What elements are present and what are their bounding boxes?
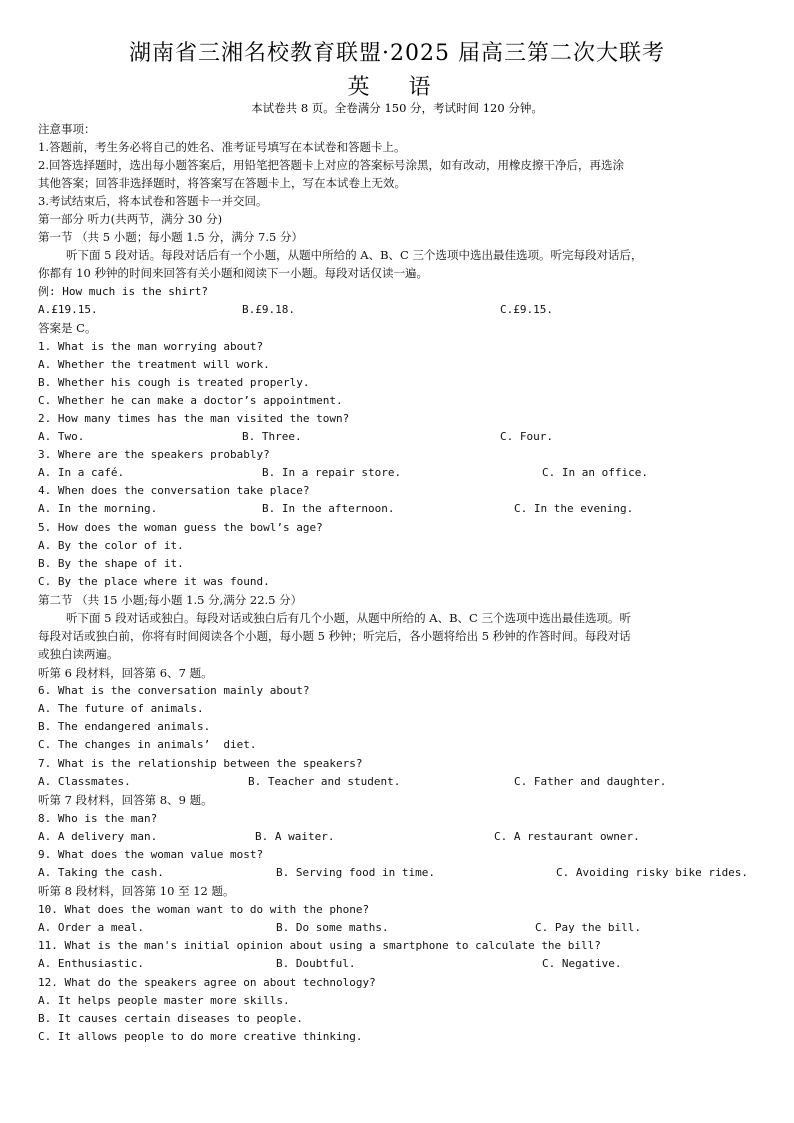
exam-info: 本试卷共 8 页。全卷满分 150 分，考试时间 120 分钟。 xyxy=(251,101,543,115)
q6-option-b: B. The endangered animals. xyxy=(38,720,211,733)
q5-option-a: A. By the color of it. xyxy=(38,539,184,552)
q4-option-a: A. In the morning. xyxy=(38,502,158,515)
q1-option-b: B. Whether his cough is treated properly. xyxy=(38,376,310,389)
note-1: 1.答题前，考生务必将自己的姓名、准考证号填写在本试卷和答题卡上。 xyxy=(38,140,406,154)
note-2b: 其他答案；回答非选择题时，将答案写在答题卡上，写在本试卷上无效。 xyxy=(38,176,406,190)
question-4: 4. When does the conversation take place? xyxy=(38,484,310,497)
note-3: 3.考试结束后，将本试卷和答题卡一并交回。 xyxy=(38,194,268,208)
q7-option-b: B. Teacher and student. xyxy=(248,775,401,788)
q6-option-c: C. The changes in animals’ diet. xyxy=(38,738,257,751)
question-1: 1. What is the man worrying about? xyxy=(38,340,264,353)
q10-option-a: A. Order a meal. xyxy=(38,921,144,934)
q9-option-a: A. Taking the cash. xyxy=(38,866,164,879)
q10-option-b: B. Do some maths. xyxy=(276,921,389,934)
notes-heading: 注意事项： xyxy=(38,122,96,136)
section2-instruction-b: 每段对话或独白前，你将有时间阅读各个小题，每小题 5 秒钟；听完后，各小题将给出 5 秒钟的作答时间。每段对话 xyxy=(38,629,631,643)
q12-option-c: C. It allows people to do more creative thinking. xyxy=(38,1030,363,1043)
question-10: 10. What does the woman want to do with the phone? xyxy=(38,903,370,916)
example-question: 例: How much is the shirt? xyxy=(38,285,208,298)
q9-option-b: B. Serving food in time. xyxy=(276,866,435,879)
section2-instruction-c: 或独白读两遍。 xyxy=(38,647,119,661)
example-option-c: C.£9.15. xyxy=(500,303,553,316)
part1-heading: 第一部分 听力(共两节，满分 30 分) xyxy=(38,212,223,226)
question-3: 3. Where are the speakers probably? xyxy=(38,448,270,461)
q2-option-a: A. Two. xyxy=(38,430,85,443)
q11-option-b: B. Doubtful. xyxy=(276,957,356,970)
q2-option-c: C. Four. xyxy=(500,430,553,443)
question-6: 6. What is the conversation mainly about? xyxy=(38,684,310,697)
q12-option-b: B. It causes certain diseases to people. xyxy=(38,1012,303,1025)
q8-option-b: B. A waiter. xyxy=(255,830,335,843)
section1-instruction-a: 听下面 5 段对话。每段对话后有一个小题，从题中所给的 A、B、C 三个选项中选出最佳选项。听完每段对话后， xyxy=(66,248,643,262)
example-option-a: A.£19.15. xyxy=(38,303,98,316)
q11-option-a: A. Enthusiastic. xyxy=(38,957,144,970)
q8-option-c: C. A restaurant owner. xyxy=(494,830,640,843)
question-7: 7. What is the relationship between the speakers? xyxy=(38,757,363,770)
material-6-heading: 听第 6 段材料，回答第 6、7 题。 xyxy=(38,666,213,680)
q3-option-c: C. In an office. xyxy=(542,466,648,479)
question-12: 12. What do the speakers agree on about technology? xyxy=(38,976,376,989)
q7-option-c: C. Father and daughter. xyxy=(514,775,667,788)
q4-option-c: C. In the evening. xyxy=(514,502,634,515)
q10-option-c: C. Pay the bill. xyxy=(535,921,641,934)
q9-option-c: C. Avoiding risky bike rides. xyxy=(556,866,749,879)
exam-title: 湖南省三湘名校教育联盟·2025 届高三第二次大联考 xyxy=(129,41,665,66)
material-7-heading: 听第 7 段材料，回答第 8、9 题。 xyxy=(38,793,213,807)
q8-option-a: A. A delivery man. xyxy=(38,830,158,843)
q11-option-c: C. Negative. xyxy=(542,957,622,970)
material-8-heading: 听第 8 段材料，回答第 10 至 12 题。 xyxy=(38,884,235,898)
question-8: 8. Who is the man? xyxy=(38,812,158,825)
subject-title: 英 语 xyxy=(347,75,447,100)
q12-option-a: A. It helps people master more skills. xyxy=(38,994,290,1007)
question-9: 9. What does the woman value most? xyxy=(38,848,264,861)
q5-option-b: B. By the shape of it. xyxy=(38,557,184,570)
q1-option-c: C. Whether he can make a doctor’s appointment. xyxy=(38,394,343,407)
question-2: 2. How many times has the man visited the town? xyxy=(38,412,350,425)
question-11: 11. What is the man's initial opinion about using a smartphone to calculate the bill? xyxy=(38,939,601,952)
section1-heading: 第一节 （共 5 小题；每小题 1.5 分，满分 7.5 分） xyxy=(38,230,303,244)
note-2a: 2.回答选择题时，选出每小题答案后，用铅笔把答题卡上对应的答案标号涂黑，如有改动，用橡皮擦干净后，再选涂 xyxy=(38,158,624,172)
example-answer: 答案是 C。 xyxy=(38,321,97,335)
q1-option-a: A. Whether the treatment will work. xyxy=(38,358,270,371)
q2-option-b: B. Three. xyxy=(242,430,302,443)
q3-option-a: A. In a café. xyxy=(38,466,125,479)
section2-instruction-a: 听下面 5 段对话或独白。每段对话或独白后有几个小题，从题中所给的 A、B、C 三个选项中选出最佳选项。听 xyxy=(66,611,631,625)
q5-option-c: C. By the place where it was found. xyxy=(38,575,270,588)
section2-heading: 第二节 （共 15 小题;每小题 1.5 分,满分 22.5 分） xyxy=(38,593,303,607)
section1-instruction-b: 你都有 10 秒钟的时间来回答有关小题和阅读下一小题。每段对话仅读一遍。 xyxy=(38,266,428,280)
q3-option-b: B. In a repair store. xyxy=(262,466,402,479)
q4-option-b: B. In the afternoon. xyxy=(262,502,395,515)
example-option-b: B.£9.18. xyxy=(242,303,295,316)
q7-option-a: A. Classmates. xyxy=(38,775,131,788)
question-5: 5. How does the woman guess the bowl’s age? xyxy=(38,521,323,534)
q6-option-a: A. The future of animals. xyxy=(38,702,204,715)
